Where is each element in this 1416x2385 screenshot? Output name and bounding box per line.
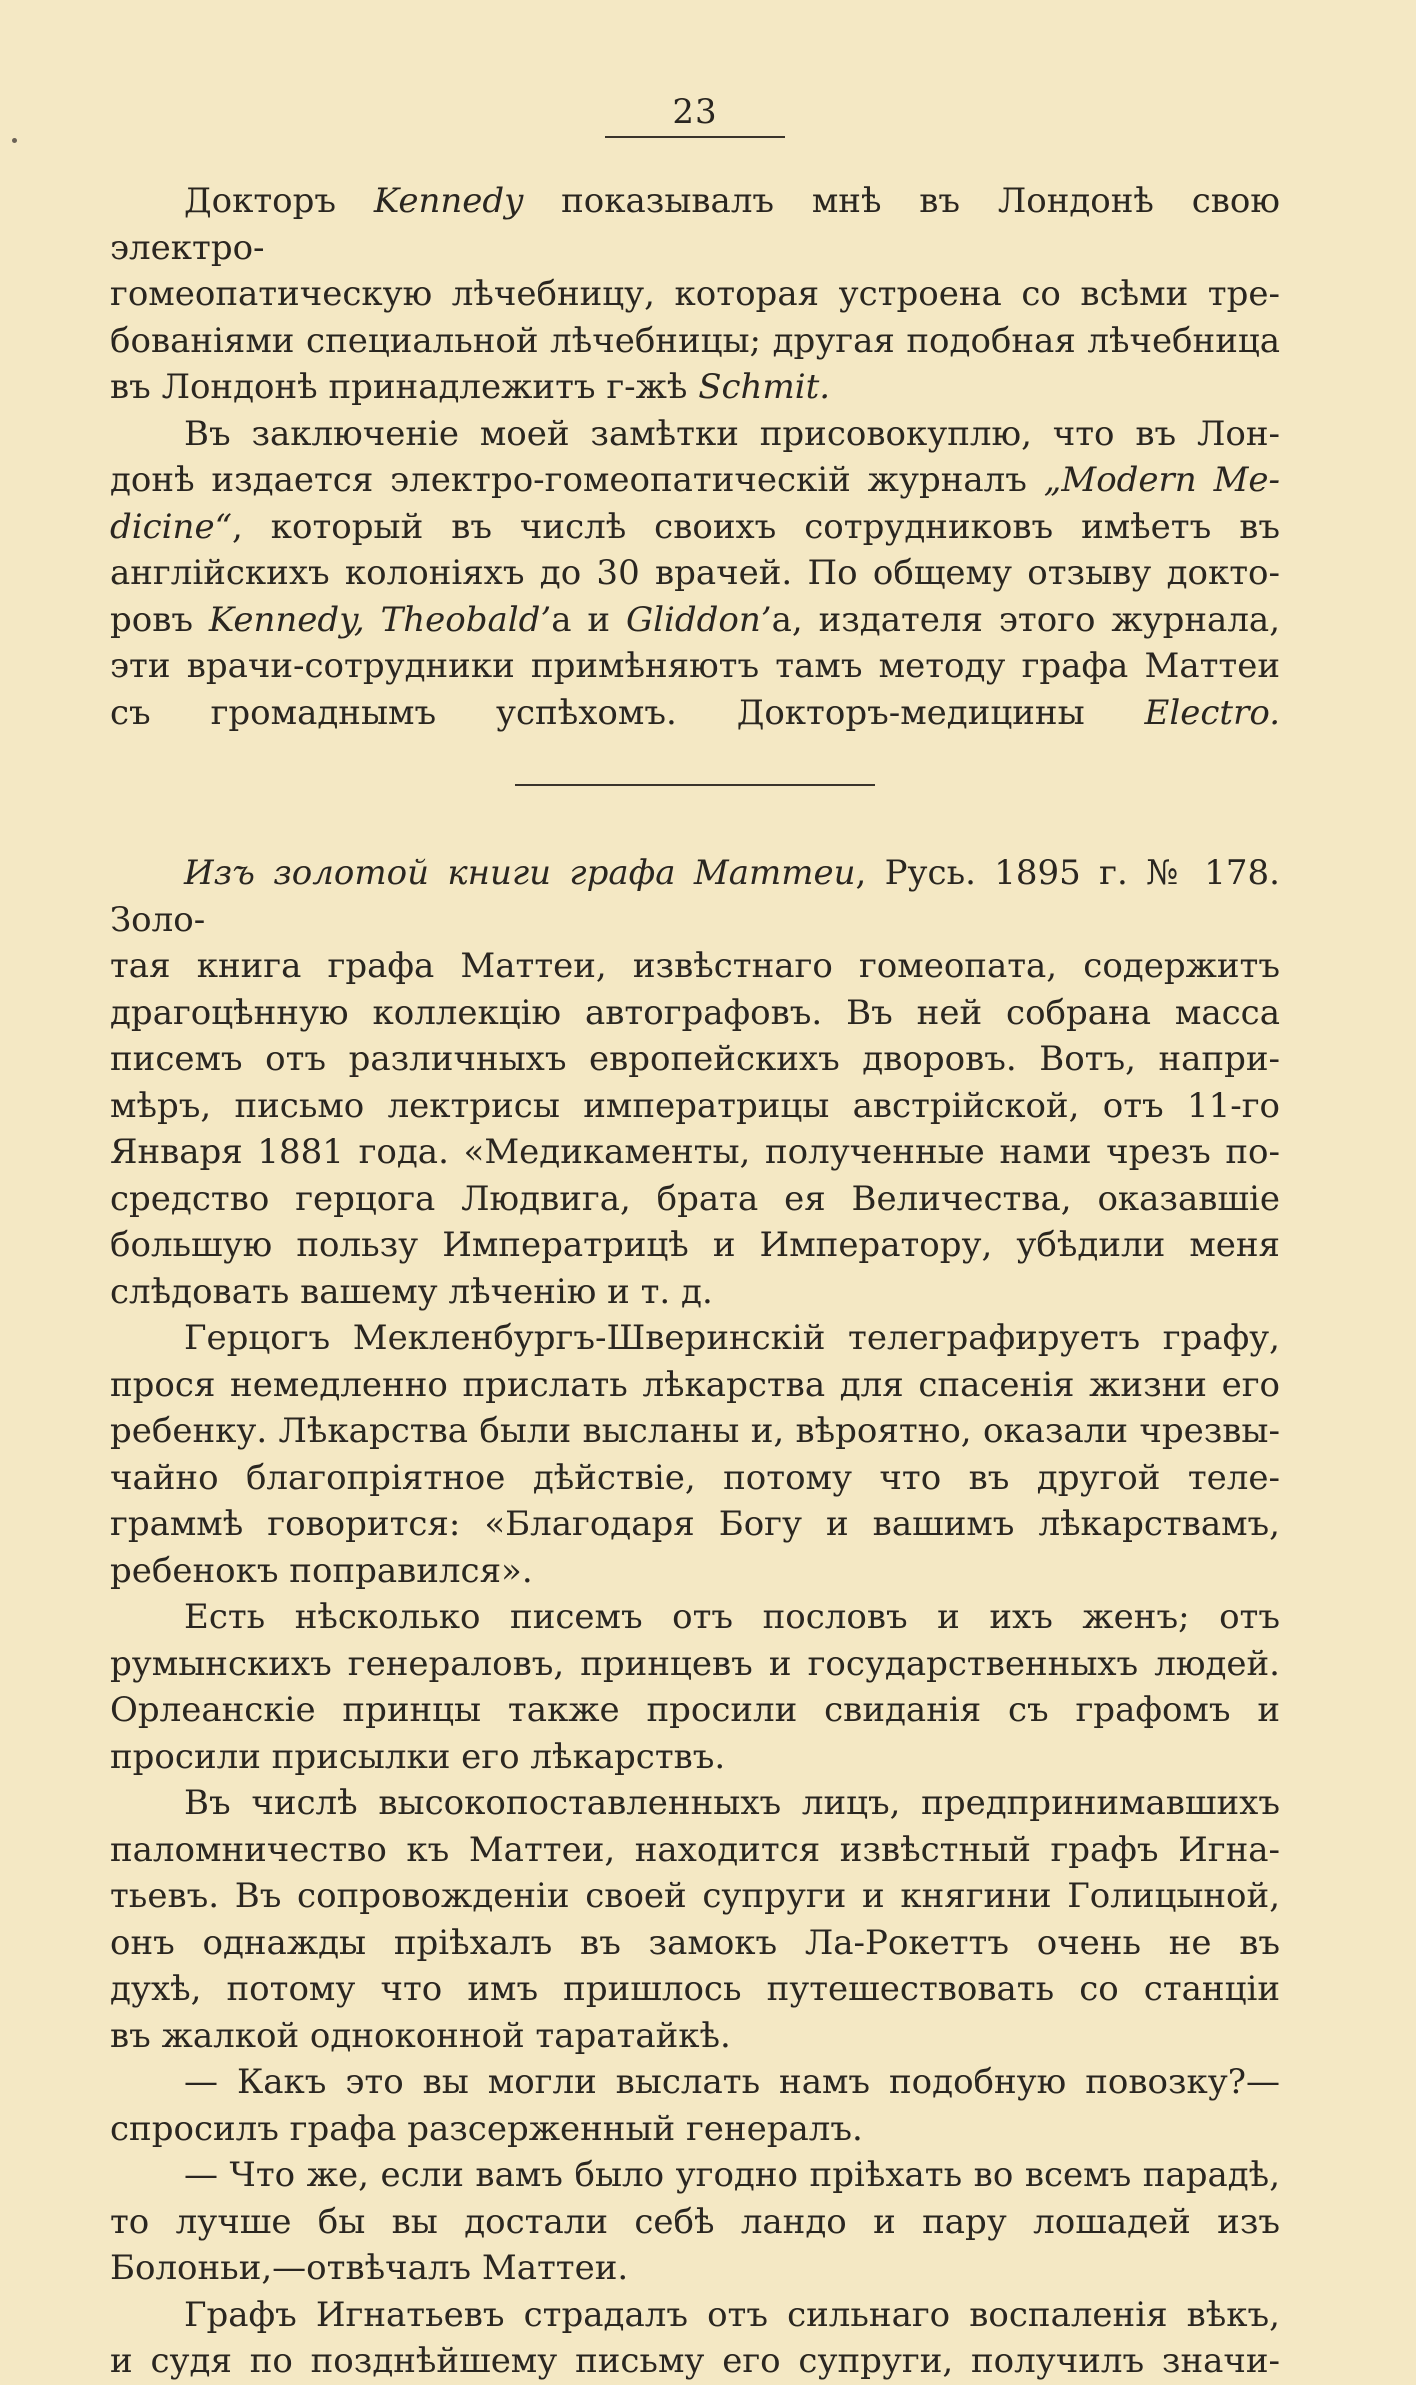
paragraph-ambassadors: [110, 1594, 1280, 1780]
text-line: то лучше бы вы достали себѣ ландо и пару лошадей изъ: [110, 2201, 1280, 2242]
italic-name: Kennedy: [373, 181, 524, 221]
text-line: писемъ отъ различныхъ европейскихъ дворовъ. Вотъ, напри-: [110, 1039, 1280, 1079]
text-run: донѣ издается электро-гомеопатическій журналъ: [110, 460, 1044, 500]
italic-journal-title: dicine“: [110, 506, 232, 547]
text-line: граммѣ говорится: «Благодаря Богу и вашимъ лѣкарствамъ,: [110, 1504, 1280, 1544]
text-line: тьевъ. Въ сопровожденіи своей супруги и княгини Голицыной,: [110, 1876, 1280, 1916]
text-line: Графъ Игнатьевъ страдалъ отъ сильнаго воспаленія вѣкъ,: [184, 2294, 1280, 2335]
text-line: слѣдовать вашему лѣченію и т. д.: [110, 1271, 713, 1312]
italic-signature: Electro.: [1144, 692, 1280, 733]
text-line: [110, 850, 1280, 943]
text-run: съ громаднымъ успѣхомъ.: [110, 692, 677, 733]
text-line: мѣръ, письмо лектрисы императрицы австрійской, отъ 11-го: [110, 1085, 1280, 1126]
text-line: просили присылки его лѣкарствъ.: [110, 1736, 726, 1777]
text-line: чайно благопріятное дѣйствіе, потому что въ другой теле-: [110, 1457, 1280, 1498]
paragraph-dialogue-question: [110, 2059, 1280, 2152]
text-run: а, издателя этого журнала,: [771, 599, 1280, 640]
text-line: и судя по позднѣйшему письму его супруги, получилъ значи-: [110, 2341, 1280, 2381]
signature: [737, 693, 1280, 733]
paragraph-eye-inflammation: [110, 2292, 1280, 2385]
paragraph-dialogue-answer: [110, 2152, 1280, 2292]
text-line: Въ заключеніе моей замѣтки присовокуплю, что въ Лон-: [184, 413, 1280, 454]
page-number-rule: [605, 136, 785, 138]
italic-name: Gliddon’: [625, 599, 772, 640]
text-line: ребенокъ поправился».: [110, 1550, 533, 1591]
text-line: [110, 597, 1280, 644]
paragraph-ignatiev: [110, 1780, 1280, 2059]
paragraph-modern-medicine: [110, 411, 1280, 737]
text-line: Въ числѣ высокопоставленныхъ лицъ, предпринимавшихъ: [184, 1783, 1280, 1823]
text-run: показывалъ мнѣ въ Лондонѣ свою электро-: [110, 181, 1280, 268]
text-line: спросилъ графа разсерженный генералъ.: [110, 2108, 863, 2149]
section-separator: [515, 784, 875, 786]
text-line-with-signature: [110, 690, 1280, 737]
text-line: [110, 504, 1280, 551]
paragraph-kennedy-clinic: [110, 178, 1280, 411]
text-line: ребенку. Лѣкарства были высланы и, вѣроятно, оказали чрезвы-: [110, 1411, 1280, 1451]
text-run: ровъ: [110, 599, 209, 640]
text-line: [110, 364, 1280, 411]
paragraph-golden-book: [110, 850, 1280, 1315]
text-line: Герцогъ Мекленбургъ-Шверинскій телеграфируетъ графу,: [184, 1318, 1280, 1358]
text-line: англійскихъ колоніяхъ до 30 врачей. По общему отзыву докто-: [110, 553, 1280, 593]
text-line: [110, 457, 1280, 504]
text-line: румынскихъ генераловъ, принцевъ и государственныхъ людей.: [110, 1643, 1280, 1684]
document-page: [110, 92, 1280, 2385]
text-line: паломничество къ Маттеи, находится извѣстный графъ Игна-: [110, 1829, 1280, 1870]
text-line: эти врачи-сотрудники примѣняютъ тамъ методу графа Маттеи: [110, 646, 1280, 686]
text-line: въ жалкой одноконной таратайкѣ.: [110, 2015, 731, 2056]
margin-speck: [12, 138, 17, 143]
text-line: онъ однажды пріѣхалъ въ замокъ Ла-Рокеттъ очень не въ: [110, 1922, 1280, 1963]
text-run: , который въ числѣ своихъ сотрудниковъ имѣетъ въ: [231, 506, 1280, 547]
text-line: Января 1881 года. «Медикаменты, полученные нами чрезъ по-: [110, 1132, 1280, 1172]
text-line: [110, 178, 1280, 271]
text-line: духѣ, потому что имъ пришлось путешествовать со станціи: [110, 1969, 1280, 2009]
text-line: драгоцѣнную коллекцію автографовъ. Въ ней собрана масса: [110, 992, 1280, 1033]
text-line: Есть нѣсколько писемъ отъ пословъ и ихъ женъ; отъ: [184, 1597, 1280, 1637]
text-line: Болоньи,—отвѣчалъ Маттеи.: [110, 2248, 629, 2288]
text-line: большую пользу Императрицѣ и Императору, убѣдили меня: [110, 1225, 1280, 1265]
text-line: прося немедленно прислать лѣкарства для спасенія жизни его: [110, 1364, 1280, 1405]
text-line: — Что же, если вамъ было угодно пріѣхать во всемъ парадѣ,: [184, 2155, 1280, 2195]
italic-name: Schmit.: [698, 367, 831, 407]
text-line: бованіями специальной лѣчебницы; другая подобная лѣчебница: [110, 320, 1280, 361]
paragraph-mecklenburg: [110, 1315, 1280, 1594]
text-run: , Русь. 1895 г. № 178. Золо-: [110, 853, 1280, 940]
text-run: Докторъ-медицины: [736, 692, 1145, 733]
text-line: Орлеанскіе принцы также просили свиданія съ графомъ и: [110, 1690, 1280, 1730]
text-line: средство герцога Людвига, брата ея Величества, оказавшіе: [110, 1178, 1280, 1219]
text-line: — Какъ это вы могли выслать намъ подобную повозку?—: [184, 2062, 1280, 2102]
italic-name: Kennedy, Theobald’: [208, 599, 552, 640]
text-line: тая книга графа Маттеи, извѣстнаго гомеопата, содержитъ: [110, 946, 1280, 986]
text-line: гомеопатическую лѣчебницу, которая устроена со всѣми тре-: [110, 274, 1280, 314]
text-run: въ Лондонѣ принадлежитъ г-жѣ: [110, 367, 699, 407]
text-run: Докторъ: [184, 181, 374, 221]
page-number: 23: [672, 92, 718, 132]
italic-article-title: Изъ золотой книги графа Маттеи: [184, 853, 856, 893]
text-run: а и: [551, 599, 626, 640]
italic-journal-title: „Modern Me-: [1043, 460, 1280, 500]
